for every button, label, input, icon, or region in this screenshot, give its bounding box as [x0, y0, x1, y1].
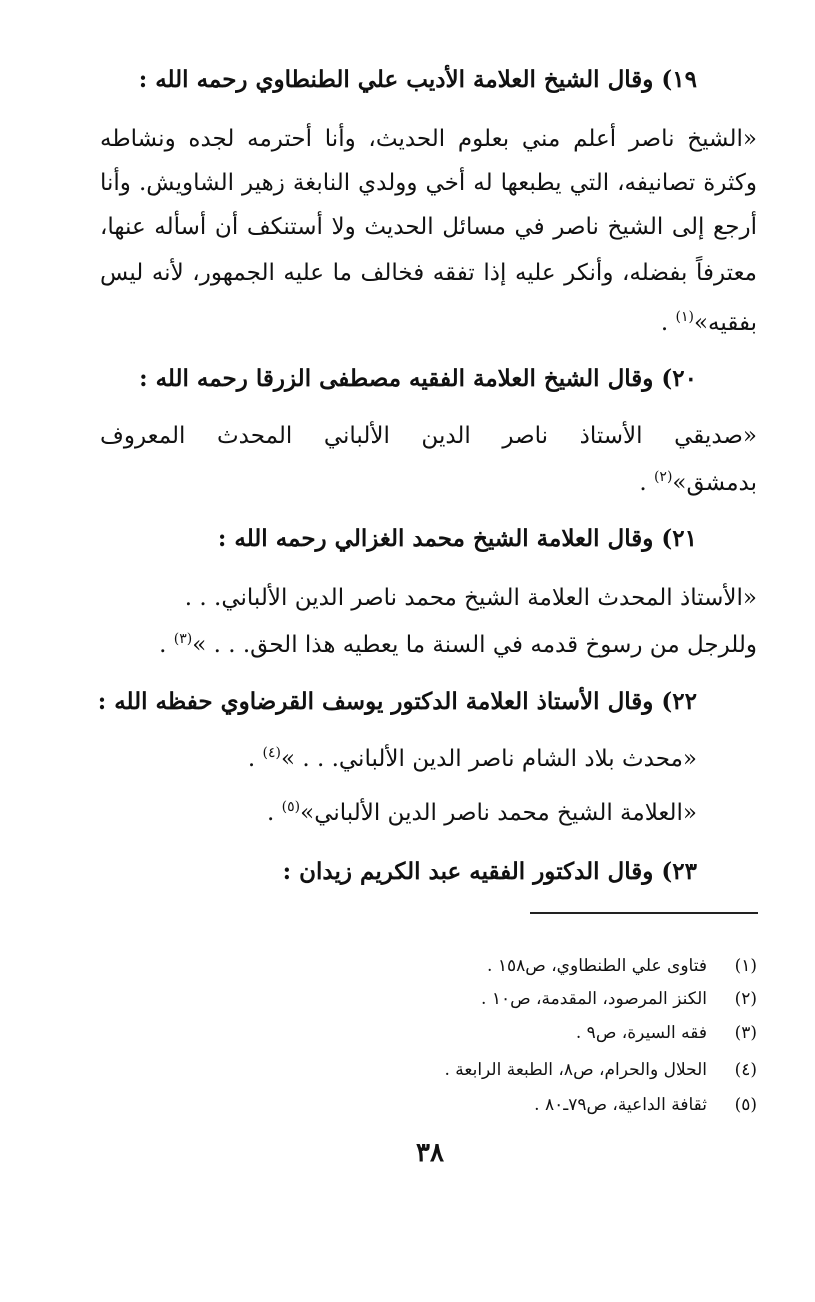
- footnote-number: (٢): [734, 989, 757, 1009]
- quote-line: «الأستاذ المحدث العلامة الشيخ محمد ناصر الدين الألباني. . .: [184, 585, 757, 611]
- quote-line: معترفاً بفضله، وأنكر عليه إذا تفقه فخالف ما عليه الجمهور، لأنه ليس: [100, 260, 757, 286]
- footnote: [534, 1097, 757, 1114]
- page-number: ٣٨: [416, 1138, 444, 1168]
- quote-text: بفقيه»: [693, 310, 757, 336]
- footnote-number: (٣): [734, 1023, 757, 1043]
- quote-line-last: بفقيه»$^{(١)}$ .: [660, 309, 757, 336]
- footnote-number: (٥): [734, 1095, 757, 1115]
- quote-line-last: وللرجل من رسوخ قدمه في السنة ما يعطيه هذا الحق. . . »$^{(٣)}$ .: [159, 631, 757, 658]
- quote-line: «الشيخ ناصر أعلم مني بعلوم الحديث، وأنا أحترمه لجده ونشاطه: [100, 126, 757, 152]
- section-header: ٢٠) وقال الشيخ العلامة الفقيه مصطفى الزرقا رحمه الله :: [139, 365, 697, 392]
- footnote-ref: (٥): [281, 799, 301, 815]
- footnote-separator: [530, 912, 758, 914]
- section-header: ٢٣) وقال الدكتور الفقيه عبد الكريم زيدان :: [282, 858, 697, 885]
- footnote: [487, 958, 757, 975]
- footnote-text: فتاوى علي الطنطاوي، ص١٥٨ .: [487, 956, 707, 976]
- quote-line: «صديقي الأستاذ ناصر الدين الألباني المحدث المعروف: [100, 423, 757, 449]
- footnote-text: الحلال والحرام، ص٨، الطبعة الرابعة .: [444, 1060, 707, 1080]
- quote-text: وللرجل من رسوخ قدمه في السنة ما يعطيه هذا الحق. . . »: [192, 632, 757, 658]
- section-header: ٢٢) وقال الأستاذ العلامة الدكتور يوسف القرضاوي حفظه الله :: [97, 688, 697, 715]
- quote-line: «محدث بلاد الشام ناصر الدين الألباني. . . »$^{(٤)}$ .: [247, 745, 697, 772]
- footnote-ref: (٢): [653, 469, 673, 485]
- footnote-number: (٤): [734, 1060, 757, 1080]
- quote-line: «العلامة الشيخ محمد ناصر الدين الألباني»$^{(٥)}$ .: [267, 799, 697, 826]
- section-header: ٢١) وقال العلامة الشيخ محمد الغزالي رحمه الله :: [217, 525, 697, 552]
- footnote: [576, 1025, 757, 1042]
- quote-text: بدمشق»: [672, 470, 757, 496]
- footnote: [481, 991, 757, 1008]
- footnote-ref: (١): [675, 309, 694, 325]
- quote-line: وكثرة تصانيفه، التي يطبعها له أخي وولدي النابغة زهير الشاويش. وأنا: [100, 170, 757, 196]
- quote-text: «محدث بلاد الشام ناصر الدين الألباني. . . »: [280, 746, 697, 772]
- footnote-ref: (٣): [173, 631, 193, 647]
- section-header: ١٩) وقال الشيخ العلامة الأديب علي الطنطاوي رحمه الله :: [138, 66, 697, 93]
- quote-line-last: بدمشق»$^{(٢)}$ .: [639, 469, 757, 496]
- footnote-text: فقه السيرة، ص٩ .: [575, 1023, 707, 1043]
- footnote-text: ثقافة الداعية، ص٧٩ـ٨٠ .: [534, 1095, 707, 1115]
- footnote: [444, 1062, 757, 1079]
- footnote-ref: (٤): [262, 745, 281, 761]
- quote-text: «العلامة الشيخ محمد ناصر الدين الألباني»: [300, 800, 697, 826]
- quote-line: أرجع إلى الشيخ ناصر في مسائل الحديث ولا أستنكف أن أسأله عنها،: [100, 214, 757, 240]
- footnote-number: (١): [734, 956, 757, 976]
- footnote-text: الكنز المرصود، المقدمة، ص١٠ .: [481, 989, 707, 1009]
